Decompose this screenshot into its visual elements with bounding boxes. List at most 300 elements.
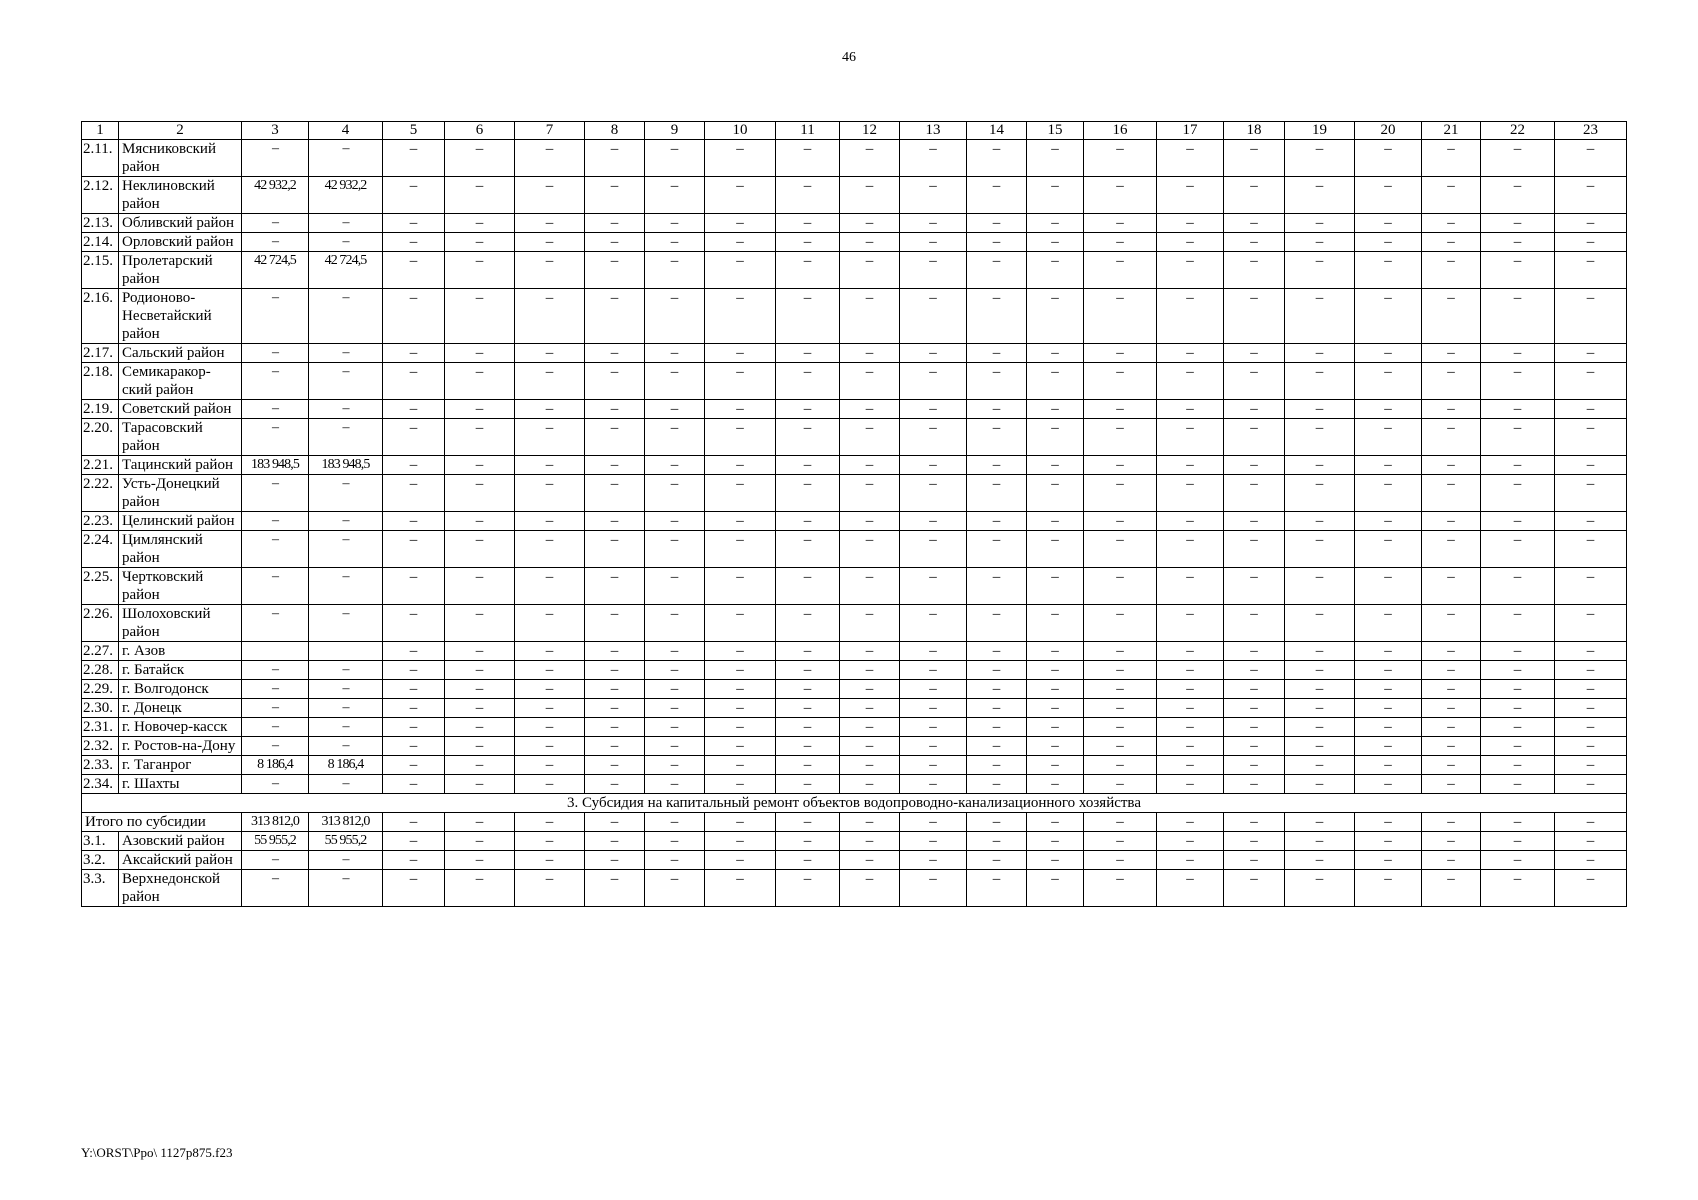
dash-cell: – bbox=[967, 214, 1027, 233]
row-name: Советский район bbox=[119, 400, 242, 419]
dash-cell: – bbox=[1481, 568, 1555, 605]
dash-cell: – bbox=[383, 699, 445, 718]
dash-cell: – bbox=[840, 400, 900, 419]
dash-cell: – bbox=[1084, 699, 1157, 718]
dash-cell: – bbox=[645, 680, 705, 699]
dash-cell: – bbox=[1285, 252, 1355, 289]
dash-cell: – bbox=[1555, 140, 1627, 177]
dash-cell: – bbox=[585, 832, 645, 851]
dash-cell: – bbox=[705, 661, 776, 680]
dash-cell: – bbox=[1157, 775, 1224, 794]
dash-cell: – bbox=[585, 252, 645, 289]
dash-cell: – bbox=[1157, 233, 1224, 252]
dash-cell: – bbox=[705, 775, 776, 794]
dash-cell: – bbox=[515, 289, 585, 344]
row-number: 3.2. bbox=[82, 851, 119, 870]
dash-cell: – bbox=[1027, 756, 1084, 775]
dash-cell: – bbox=[1027, 813, 1084, 832]
value-col-4: – bbox=[309, 870, 383, 907]
dash-cell: – bbox=[445, 177, 515, 214]
dash-cell: – bbox=[705, 344, 776, 363]
dash-cell: – bbox=[1224, 568, 1285, 605]
dash-cell: – bbox=[776, 177, 840, 214]
dash-cell: – bbox=[1157, 252, 1224, 289]
dash-cell: – bbox=[1285, 512, 1355, 531]
dash-cell: – bbox=[445, 642, 515, 661]
table-row bbox=[82, 737, 1627, 756]
dash-cell: – bbox=[1084, 456, 1157, 475]
dash-cell: – bbox=[776, 531, 840, 568]
dash-cell: – bbox=[1027, 233, 1084, 252]
dash-cell: – bbox=[900, 661, 967, 680]
dash-cell: – bbox=[1157, 289, 1224, 344]
value-col-3: 42 724,5 bbox=[242, 252, 309, 289]
row-number: 2.21. bbox=[82, 456, 119, 475]
row-number: 2.27. bbox=[82, 642, 119, 661]
dash-cell: – bbox=[383, 605, 445, 642]
dash-cell: – bbox=[1224, 718, 1285, 737]
dash-cell: – bbox=[776, 851, 840, 870]
dash-cell: – bbox=[967, 531, 1027, 568]
dash-cell: – bbox=[900, 642, 967, 661]
row-name: г. Батайск bbox=[119, 661, 242, 680]
total-row bbox=[82, 813, 1627, 832]
dash-cell: – bbox=[645, 661, 705, 680]
dash-cell: – bbox=[1084, 568, 1157, 605]
dash-cell: – bbox=[1084, 756, 1157, 775]
row-number: 2.15. bbox=[82, 252, 119, 289]
dash-cell: – bbox=[1422, 832, 1481, 851]
dash-cell: – bbox=[900, 813, 967, 832]
dash-cell: – bbox=[840, 737, 900, 756]
row-number: 2.23. bbox=[82, 512, 119, 531]
dash-cell: – bbox=[515, 475, 585, 512]
row-number: 2.19. bbox=[82, 400, 119, 419]
row-number: 2.30. bbox=[82, 699, 119, 718]
dash-cell: – bbox=[1422, 400, 1481, 419]
dash-cell: – bbox=[1224, 289, 1285, 344]
dash-cell: – bbox=[383, 531, 445, 568]
value-col-4: – bbox=[309, 475, 383, 512]
dash-cell: – bbox=[1285, 813, 1355, 832]
dash-cell: – bbox=[445, 289, 515, 344]
dash-cell: – bbox=[445, 419, 515, 456]
dash-cell: – bbox=[705, 289, 776, 344]
dash-cell: – bbox=[967, 475, 1027, 512]
dash-cell: – bbox=[705, 568, 776, 605]
dash-cell: – bbox=[1084, 252, 1157, 289]
dash-cell: – bbox=[1157, 642, 1224, 661]
row-number: 2.18. bbox=[82, 363, 119, 400]
dash-cell: – bbox=[1481, 252, 1555, 289]
dash-cell: – bbox=[585, 737, 645, 756]
dash-cell: – bbox=[1481, 870, 1555, 907]
dash-cell: – bbox=[776, 605, 840, 642]
dash-cell: – bbox=[1224, 851, 1285, 870]
dash-cell: – bbox=[1285, 400, 1355, 419]
dash-cell: – bbox=[1157, 851, 1224, 870]
dash-cell: – bbox=[383, 140, 445, 177]
dash-cell: – bbox=[1355, 775, 1422, 794]
dash-cell: – bbox=[1285, 214, 1355, 233]
dash-cell: – bbox=[585, 214, 645, 233]
dash-cell: – bbox=[1157, 661, 1224, 680]
dash-cell: – bbox=[383, 512, 445, 531]
dash-cell: – bbox=[383, 344, 445, 363]
dash-cell: – bbox=[515, 531, 585, 568]
dash-cell: – bbox=[967, 718, 1027, 737]
dash-cell: – bbox=[1224, 456, 1285, 475]
dash-cell: – bbox=[1481, 642, 1555, 661]
column-header: 21 bbox=[1422, 122, 1481, 140]
dash-cell: – bbox=[840, 718, 900, 737]
dash-cell: – bbox=[1224, 642, 1285, 661]
dash-cell: – bbox=[967, 775, 1027, 794]
dash-cell: – bbox=[445, 605, 515, 642]
dash-cell: – bbox=[1224, 737, 1285, 756]
dash-cell: – bbox=[967, 419, 1027, 456]
dash-cell: – bbox=[1027, 718, 1084, 737]
dash-cell: – bbox=[645, 512, 705, 531]
dash-cell: – bbox=[585, 419, 645, 456]
dash-cell: – bbox=[776, 568, 840, 605]
dash-cell: – bbox=[585, 512, 645, 531]
dash-cell: – bbox=[383, 737, 445, 756]
dash-cell: – bbox=[445, 456, 515, 475]
dash-cell: – bbox=[515, 699, 585, 718]
dash-cell: – bbox=[515, 775, 585, 794]
dash-cell: – bbox=[585, 642, 645, 661]
dash-cell: – bbox=[776, 252, 840, 289]
dash-cell: – bbox=[1285, 419, 1355, 456]
dash-cell: – bbox=[515, 813, 585, 832]
dash-cell: – bbox=[967, 699, 1027, 718]
dash-cell: – bbox=[1027, 456, 1084, 475]
dash-cell: – bbox=[585, 680, 645, 699]
dash-cell: – bbox=[776, 419, 840, 456]
value-col-3: 55 955,2 bbox=[242, 832, 309, 851]
dash-cell: – bbox=[585, 475, 645, 512]
value-col-4: – bbox=[309, 140, 383, 177]
row-number: 2.33. bbox=[82, 756, 119, 775]
dash-cell: – bbox=[1481, 419, 1555, 456]
column-header: 9 bbox=[645, 122, 705, 140]
dash-cell: – bbox=[1422, 289, 1481, 344]
value-col-3: – bbox=[242, 531, 309, 568]
dash-cell: – bbox=[1555, 252, 1627, 289]
dash-cell: – bbox=[585, 775, 645, 794]
dash-cell: – bbox=[585, 605, 645, 642]
dash-cell: – bbox=[1084, 531, 1157, 568]
dash-cell: – bbox=[1422, 344, 1481, 363]
dash-cell: – bbox=[1224, 832, 1285, 851]
dash-cell: – bbox=[1355, 289, 1422, 344]
dash-cell: – bbox=[1481, 832, 1555, 851]
dash-cell: – bbox=[1555, 870, 1627, 907]
dash-cell: – bbox=[1481, 400, 1555, 419]
dash-cell: – bbox=[1157, 832, 1224, 851]
dash-cell: – bbox=[1084, 177, 1157, 214]
dash-cell: – bbox=[1422, 661, 1481, 680]
dash-cell: – bbox=[1355, 475, 1422, 512]
dash-cell: – bbox=[645, 775, 705, 794]
dash-cell: – bbox=[840, 870, 900, 907]
dash-cell: – bbox=[705, 832, 776, 851]
value-col-3: – bbox=[242, 363, 309, 400]
dash-cell: – bbox=[645, 870, 705, 907]
dash-cell: – bbox=[1481, 813, 1555, 832]
dash-cell: – bbox=[967, 661, 1027, 680]
row-number: 2.22. bbox=[82, 475, 119, 512]
dash-cell: – bbox=[445, 718, 515, 737]
dash-cell: – bbox=[1084, 344, 1157, 363]
dash-cell: – bbox=[515, 832, 585, 851]
dash-cell: – bbox=[1027, 140, 1084, 177]
dash-cell: – bbox=[383, 475, 445, 512]
dash-cell: – bbox=[900, 756, 967, 775]
column-header: 22 bbox=[1481, 122, 1555, 140]
dash-cell: – bbox=[705, 252, 776, 289]
dash-cell: – bbox=[1481, 775, 1555, 794]
dash-cell: – bbox=[1422, 531, 1481, 568]
dash-cell: – bbox=[1084, 775, 1157, 794]
dash-cell: – bbox=[585, 363, 645, 400]
dash-cell: – bbox=[1355, 851, 1422, 870]
table-row bbox=[82, 775, 1627, 794]
dash-cell: – bbox=[515, 851, 585, 870]
dash-cell: – bbox=[445, 832, 515, 851]
dash-cell: – bbox=[645, 851, 705, 870]
dash-cell: – bbox=[1355, 456, 1422, 475]
dash-cell: – bbox=[445, 813, 515, 832]
dash-cell: – bbox=[1355, 400, 1422, 419]
dash-cell: – bbox=[645, 699, 705, 718]
column-header: 19 bbox=[1285, 122, 1355, 140]
dash-cell: – bbox=[1481, 531, 1555, 568]
dash-cell: – bbox=[383, 813, 445, 832]
dash-cell: – bbox=[1355, 214, 1422, 233]
dash-cell: – bbox=[1157, 568, 1224, 605]
dash-cell: – bbox=[645, 531, 705, 568]
dash-cell: – bbox=[585, 870, 645, 907]
dash-cell: – bbox=[1355, 512, 1422, 531]
dash-cell: – bbox=[967, 851, 1027, 870]
dash-cell: – bbox=[840, 699, 900, 718]
column-header: 5 bbox=[383, 122, 445, 140]
dash-cell: – bbox=[967, 870, 1027, 907]
dash-cell: – bbox=[1555, 832, 1627, 851]
dash-cell: – bbox=[705, 475, 776, 512]
dash-cell: – bbox=[900, 568, 967, 605]
dash-cell: – bbox=[776, 456, 840, 475]
dash-cell: – bbox=[776, 363, 840, 400]
value-col-4: – bbox=[309, 661, 383, 680]
row-number: 2.31. bbox=[82, 718, 119, 737]
dash-cell: – bbox=[585, 456, 645, 475]
dash-cell: – bbox=[1422, 177, 1481, 214]
dash-cell: – bbox=[1422, 605, 1481, 642]
dash-cell: – bbox=[1355, 813, 1422, 832]
dash-cell: – bbox=[1422, 737, 1481, 756]
dash-cell: – bbox=[1027, 737, 1084, 756]
dash-cell: – bbox=[840, 832, 900, 851]
dash-cell: – bbox=[645, 813, 705, 832]
dash-cell: – bbox=[840, 512, 900, 531]
dash-cell: – bbox=[1027, 568, 1084, 605]
dash-cell: – bbox=[1084, 642, 1157, 661]
dash-cell: – bbox=[383, 252, 445, 289]
dash-cell: – bbox=[840, 531, 900, 568]
dash-cell: – bbox=[1224, 233, 1285, 252]
dash-cell: – bbox=[1027, 832, 1084, 851]
dash-cell: – bbox=[445, 400, 515, 419]
dash-cell: – bbox=[515, 605, 585, 642]
dash-cell: – bbox=[1285, 531, 1355, 568]
value-col-4: 183 948,5 bbox=[309, 456, 383, 475]
dash-cell: – bbox=[840, 456, 900, 475]
dash-cell: – bbox=[1422, 870, 1481, 907]
dash-cell: – bbox=[1481, 233, 1555, 252]
row-name: Верхнедонской район bbox=[119, 870, 242, 907]
dash-cell: – bbox=[515, 419, 585, 456]
dash-cell: – bbox=[1355, 642, 1422, 661]
dash-cell: – bbox=[1422, 813, 1481, 832]
value-col-3: – bbox=[242, 400, 309, 419]
dash-cell: – bbox=[900, 605, 967, 642]
dash-cell: – bbox=[383, 832, 445, 851]
row-number: 2.17. bbox=[82, 344, 119, 363]
dash-cell: – bbox=[1481, 363, 1555, 400]
row-number: 2.28. bbox=[82, 661, 119, 680]
dash-cell: – bbox=[967, 344, 1027, 363]
dash-cell: – bbox=[1285, 737, 1355, 756]
dash-cell: – bbox=[705, 140, 776, 177]
dash-cell: – bbox=[645, 642, 705, 661]
dash-cell: – bbox=[1481, 737, 1555, 756]
dash-cell: – bbox=[445, 512, 515, 531]
value-col-3 bbox=[242, 642, 309, 661]
dash-cell: – bbox=[1285, 475, 1355, 512]
dash-cell: – bbox=[840, 756, 900, 775]
dash-cell: – bbox=[776, 344, 840, 363]
dash-cell: – bbox=[1555, 568, 1627, 605]
dash-cell: – bbox=[515, 756, 585, 775]
dash-cell: – bbox=[515, 400, 585, 419]
total-col-3: 313 812,0 bbox=[242, 813, 309, 832]
column-header: 10 bbox=[705, 122, 776, 140]
dash-cell: – bbox=[645, 456, 705, 475]
dash-cell: – bbox=[383, 233, 445, 252]
value-col-4: – bbox=[309, 605, 383, 642]
dash-cell: – bbox=[900, 419, 967, 456]
dash-cell: – bbox=[705, 680, 776, 699]
dash-cell: – bbox=[445, 252, 515, 289]
dash-cell: – bbox=[585, 851, 645, 870]
table-row bbox=[82, 756, 1627, 775]
table-row bbox=[82, 661, 1627, 680]
row-name: Родионово-Несветайский район bbox=[119, 289, 242, 344]
value-col-4: 42 724,5 bbox=[309, 252, 383, 289]
dash-cell: – bbox=[705, 177, 776, 214]
dash-cell: – bbox=[445, 756, 515, 775]
dash-cell: – bbox=[1157, 718, 1224, 737]
header-row bbox=[82, 122, 1627, 140]
dash-cell: – bbox=[1355, 680, 1422, 699]
value-col-3: – bbox=[242, 737, 309, 756]
dash-cell: – bbox=[515, 177, 585, 214]
dash-cell: – bbox=[1422, 363, 1481, 400]
value-col-3: – bbox=[242, 680, 309, 699]
value-col-3: – bbox=[242, 289, 309, 344]
value-col-3: – bbox=[242, 851, 309, 870]
value-col-4: – bbox=[309, 775, 383, 794]
dash-cell: – bbox=[1084, 475, 1157, 512]
dash-cell: – bbox=[515, 344, 585, 363]
dash-cell: – bbox=[1027, 363, 1084, 400]
dash-cell: – bbox=[1285, 456, 1355, 475]
table-row bbox=[82, 568, 1627, 605]
dash-cell: – bbox=[515, 870, 585, 907]
dash-cell: – bbox=[1224, 252, 1285, 289]
table-row bbox=[82, 699, 1627, 718]
dash-cell: – bbox=[705, 870, 776, 907]
dash-cell: – bbox=[1355, 531, 1422, 568]
dash-cell: – bbox=[967, 363, 1027, 400]
dash-cell: – bbox=[645, 214, 705, 233]
table-row bbox=[82, 718, 1627, 737]
dash-cell: – bbox=[1084, 870, 1157, 907]
dash-cell: – bbox=[1481, 177, 1555, 214]
dash-cell: – bbox=[1481, 756, 1555, 775]
value-col-3: – bbox=[242, 870, 309, 907]
dash-cell: – bbox=[585, 813, 645, 832]
dash-cell: – bbox=[967, 252, 1027, 289]
dash-cell: – bbox=[1027, 289, 1084, 344]
dash-cell: – bbox=[1422, 419, 1481, 456]
value-col-4 bbox=[309, 642, 383, 661]
value-col-4: – bbox=[309, 289, 383, 344]
table-row bbox=[82, 400, 1627, 419]
dash-cell: – bbox=[1224, 419, 1285, 456]
dash-cell: – bbox=[705, 233, 776, 252]
dash-cell: – bbox=[776, 642, 840, 661]
dash-cell: – bbox=[840, 813, 900, 832]
dash-cell: – bbox=[1027, 400, 1084, 419]
dash-cell: – bbox=[1285, 233, 1355, 252]
row-name: г. Ростов-на-Дону bbox=[119, 737, 242, 756]
dash-cell: – bbox=[1084, 832, 1157, 851]
dash-cell: – bbox=[1355, 870, 1422, 907]
row-name: Тарасовский район bbox=[119, 419, 242, 456]
table-row bbox=[82, 870, 1627, 907]
value-col-4: – bbox=[309, 699, 383, 718]
dash-cell: – bbox=[383, 400, 445, 419]
table-row bbox=[82, 642, 1627, 661]
value-col-3: – bbox=[242, 419, 309, 456]
value-col-3: – bbox=[242, 512, 309, 531]
dash-cell: – bbox=[776, 475, 840, 512]
dash-cell: – bbox=[900, 531, 967, 568]
dash-cell: – bbox=[1027, 419, 1084, 456]
dash-cell: – bbox=[967, 400, 1027, 419]
dash-cell: – bbox=[1027, 870, 1084, 907]
dash-cell: – bbox=[1422, 718, 1481, 737]
dash-cell: – bbox=[705, 531, 776, 568]
dash-cell: – bbox=[1422, 851, 1481, 870]
dash-cell: – bbox=[515, 512, 585, 531]
row-name: г. Новочер-касск bbox=[119, 718, 242, 737]
row-number: 2.29. bbox=[82, 680, 119, 699]
